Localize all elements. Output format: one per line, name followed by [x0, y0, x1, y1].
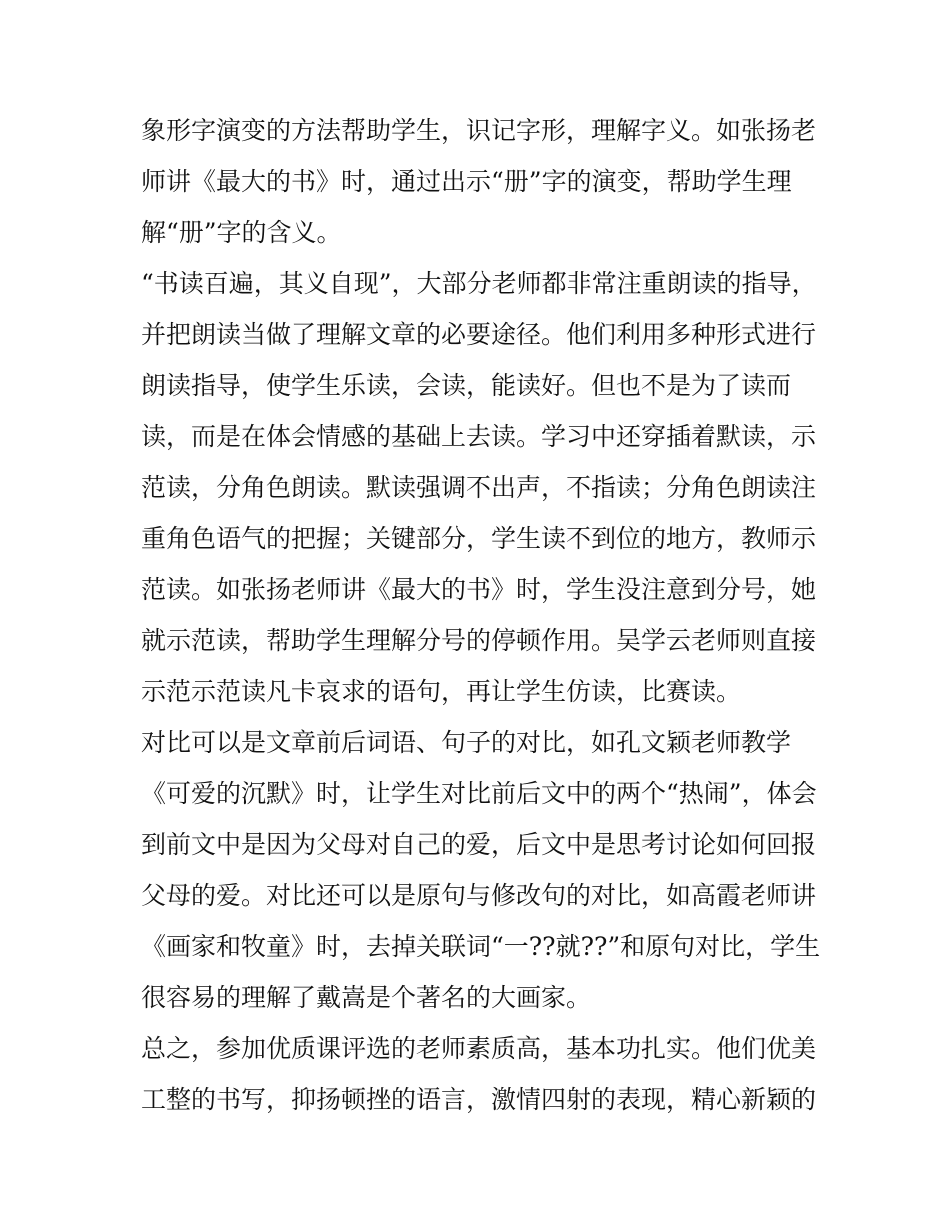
text-line: “书读百遍，其义自现”，大部分老师都非常注重朗读的指导， [141, 269, 817, 298]
paragraph-4 [141, 1023, 821, 1125]
text-line: 重角色语气的把握；关键部分，学生读不到位的地方，教师示 [141, 524, 817, 553]
text-line: 范读，分角色朗读。默读强调不出声，不指读；分角色朗读注 [141, 473, 817, 502]
text-line: 工整的书写，抑扬顿挫的语言，激情四射的表现，精心新颖的 [141, 1085, 817, 1114]
text-line: 象形字演变的方法帮助学生，识记字形，理解字义。如张扬老 [141, 116, 817, 145]
text-line: 师讲《最大的书》时，通过出示“册”字的演变，帮助学生理 [141, 167, 792, 196]
text-line: 对比可以是文章前后词语、句子的对比，如孔文颖老师教学 [141, 728, 792, 757]
paragraph-3 [141, 717, 821, 1023]
text-line: 《可爱的沉默》时，让学生对比前后文中的两个“热闹”，体会 [141, 779, 817, 808]
document-body [141, 105, 821, 1125]
paragraph-1 [141, 105, 821, 258]
text-line: 很容易的理解了戴嵩是个著名的大画家。 [141, 983, 592, 1012]
text-line: 读，而是在体会情感的基础上去读。学习中还穿插着默读，示 [141, 422, 817, 451]
text-line: 《画家和牧童》时，去掉关联词“一??就??”和原句对比，学生 [141, 932, 821, 961]
text-line: 到前文中是因为父母对自己的爱，后文中是思考讨论如何回报 [141, 830, 817, 859]
text-line: 解“册”字的含义。 [141, 218, 342, 247]
text-line: 并把朗读当做了理解文章的必要途径。他们利用多种形式进行 [141, 320, 817, 349]
paragraph-2 [141, 258, 821, 717]
text-line: 父母的爱。对比还可以是原句与修改句的对比，如高霞老师讲 [141, 881, 817, 910]
text-line: 总之，参加优质课评选的老师素质高，基本功扎实。他们优美 [141, 1034, 817, 1063]
text-line: 示范示范读凡卡哀求的语句，再让学生仿读，比赛读。 [141, 677, 742, 706]
text-line: 朗读指导，使学生乐读，会读，能读好。但也不是为了读而 [141, 371, 792, 400]
text-line: 范读。如张扬老师讲《最大的书》时，学生没注意到分号，她 [141, 575, 817, 604]
text-line: 就示范读，帮助学生理解分号的停顿作用。吴学云老师则直接 [141, 626, 817, 655]
